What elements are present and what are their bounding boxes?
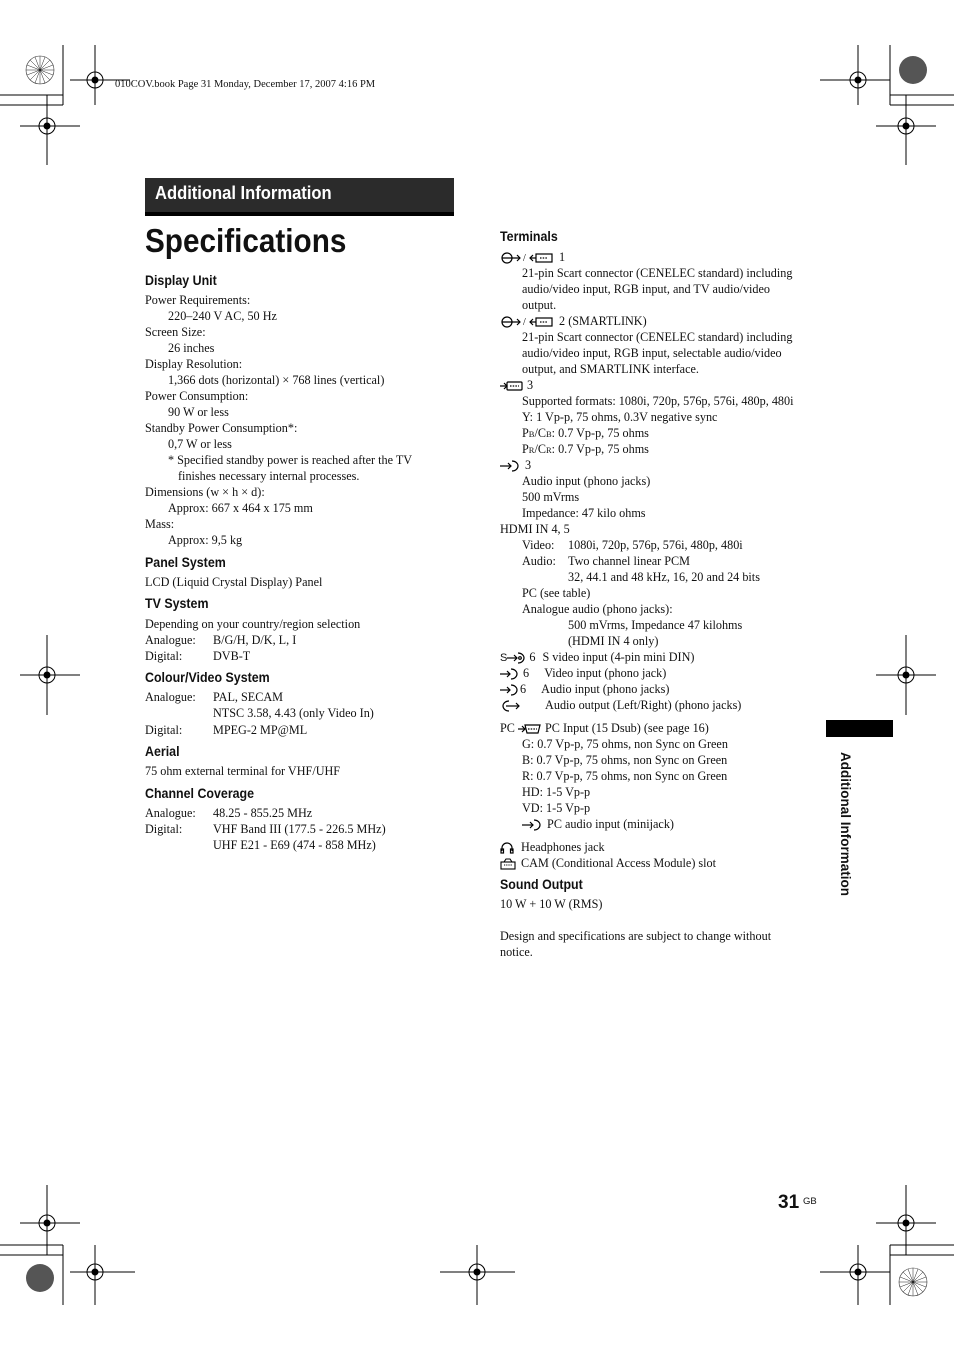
headphones-row (500, 839, 605, 855)
section-bar-label: Additional Information (155, 183, 332, 203)
tv-system-text: Depending on your country/region selection (145, 617, 361, 631)
audio-number: 6 (520, 682, 527, 696)
cam-text: CAM (Conditional Access Module) slot (521, 856, 717, 870)
display-unit-line: 90 W or less (168, 405, 229, 419)
hdmi-video-label: Video: (522, 538, 555, 552)
audio-output-icon (500, 700, 520, 712)
pc-spec: VD: 1-5 Vp-p (522, 801, 591, 815)
terminal-3-audio-desc: Audio input (phono jacks) (522, 474, 651, 488)
channel-coverage-heading: Channel Coverage (145, 786, 255, 801)
terminal-3-audio-desc: 500 mVrms (522, 490, 580, 504)
side-section-label: Additional Information (838, 752, 853, 896)
pb-prefix: P (522, 426, 529, 440)
pr-mid: /C (534, 442, 546, 456)
svg-text:/: / (523, 253, 526, 264)
terminal-2-number: 2 (SMARTLINK) (559, 314, 647, 328)
channel-coverage-label: Analogue: (145, 806, 196, 820)
terminal-1-number: 1 (559, 250, 566, 264)
display-unit-line: Dimensions (w × h × d): (145, 485, 265, 499)
display-unit-line: Approx: 9,5 kg (168, 533, 243, 547)
page-title: Specifications (145, 222, 347, 259)
pc-audio-text: PC audio input (minijack) (547, 817, 674, 831)
terminal-3-audio-row (500, 457, 531, 473)
hdmi-audio-value: 32, 44.1 and 48 kHz, 16, 20 and 24 bits (568, 570, 760, 584)
terminal-2-desc: audio/video input, RGB input, selectable audio/video (522, 346, 782, 360)
colour-system-heading: Colour/Video System (145, 670, 270, 685)
pc-spec: HD: 1-5 Vp-p (522, 785, 591, 799)
terminals-heading: Terminals (500, 229, 558, 244)
audio-input-icon (500, 684, 520, 696)
front-svideo-row (500, 649, 694, 666)
hdmi-analogue: Analogue audio (phono jacks): (522, 602, 673, 616)
audio-out-text: Audio output (Left/Right) (phono jacks) (545, 698, 742, 712)
hdmi-video-value: 1080i, 720p, 576p, 576i, 480p, 480i (568, 538, 743, 552)
hdmi-audio-value: Two channel linear PCM (568, 554, 691, 568)
hdmi-audio-label: Audio: (522, 554, 556, 568)
section-bar (145, 178, 454, 212)
aerial-text: 75 ohm external terminal for VHF/UHF (145, 764, 341, 778)
video-input-icon (500, 668, 520, 680)
tv-system-heading: TV System (145, 596, 209, 611)
panel-system-heading: Panel System (145, 555, 226, 570)
page-language-code: GB (803, 1196, 817, 1207)
terminal-1-desc: output. (522, 298, 557, 312)
svideo-number: 6 (529, 650, 536, 664)
headphones-text: Headphones jack (521, 840, 605, 854)
colour-system-value: NTSC 3.58, 4.43 (only Video In) (213, 706, 374, 720)
terminal-3-row (500, 377, 533, 393)
side-tab-marker (826, 720, 893, 737)
audio-text: Audio input (phono jacks) (541, 682, 670, 696)
hdmi-pc: PC (see table) (522, 586, 591, 600)
colour-system-value: MPEG-2 MP@ML (213, 723, 308, 737)
terminal-3-audio-desc: Impedance: 47 kilo ohms (522, 506, 646, 520)
hdmi-analogue-value: (HDMI IN 4 only) (568, 634, 659, 648)
channel-coverage-value: UHF E21 - E69 (474 - 858 MHz) (213, 838, 376, 852)
pb-sub: B (528, 429, 535, 439)
scart-in-out-icon (500, 252, 556, 264)
print-header-note: 010COV.book Page 31 Monday, December 17, 2007 4:16 PM (115, 79, 376, 90)
pc-label: PC (500, 721, 515, 735)
left-column (145, 272, 465, 872)
pc-audio-row (522, 816, 674, 832)
svideo-text: S video input (4-pin mini DIN) (542, 650, 695, 664)
terminal-1-desc: audio/video input, RGB input, and TV audio/video (522, 282, 771, 296)
pr-rest: : 0.7 Vp-p, 75 ohms (551, 442, 649, 456)
video-number: 6 (523, 666, 530, 680)
video-text: Video input (phono jack) (544, 666, 667, 680)
front-audio-out-row (500, 697, 741, 713)
notice-text: notice. (500, 945, 533, 959)
svideo-input-icon (507, 652, 529, 664)
cam-slot-icon (500, 858, 516, 870)
colour-system-label: Analogue: (145, 690, 196, 704)
pc-spec: G: 0.7 Vp-p, 75 ohms, non Sync on Green (522, 737, 728, 751)
pc-spec: B: 0.7 Vp-p, 75 ohms, non Sync on Green (522, 753, 728, 767)
terminal-3-pr (522, 441, 649, 458)
svideo-prefix: S (500, 652, 508, 664)
terminal-3-pb (522, 425, 649, 442)
sound-output-heading: Sound Output (500, 877, 583, 892)
scart-in-out-icon (500, 316, 556, 328)
pc-input-icon (518, 723, 542, 735)
tv-system-value: B/G/H, D/K, L, I (213, 633, 297, 647)
hdmi-analogue-value: 500 mVrms, Impedance 47 kilohms (568, 618, 743, 632)
display-unit-line: Power Consumption: (145, 389, 249, 403)
pc-spec: R: 0.7 Vp-p, 75 ohms, non Sync on Green (522, 769, 728, 783)
pc-row (500, 720, 709, 736)
panel-system-text: LCD (Liquid Crystal Display) Panel (145, 575, 323, 589)
hdmi-title: HDMI IN 4, 5 (500, 522, 570, 536)
display-unit-line: Standby Power Consumption*: (145, 421, 298, 435)
pr-prefix: P (522, 442, 529, 456)
page-number: 31 (778, 1192, 800, 1213)
pr-sub2: R (545, 445, 552, 455)
display-unit-line: 220–240 V AC, 50 Hz (168, 309, 277, 323)
tv-system-label: Digital: (145, 649, 183, 663)
component-video-icon (500, 380, 524, 392)
terminal-1-row (500, 249, 565, 265)
tv-system-value: DVB-T (213, 649, 251, 663)
display-unit-line: 0,7 W or less (168, 437, 232, 451)
colour-system-label: Digital: (145, 723, 183, 737)
channel-coverage-value: 48.25 - 855.25 MHz (213, 806, 313, 820)
channel-coverage-label: Digital: (145, 822, 183, 836)
front-audio-row (500, 681, 669, 697)
terminal-3-audio-number: 3 (525, 458, 532, 472)
display-unit-line: Power Requirements: (145, 293, 251, 307)
tv-system-label: Analogue: (145, 633, 196, 647)
pc-desc: PC Input (15 Dsub) (see page 16) (545, 721, 709, 735)
terminal-3-desc: Supported formats: 1080i, 720p, 576p, 576i, 480p, 480i (522, 394, 794, 408)
audio-input-icon (500, 460, 522, 472)
pb-sub2: B (545, 429, 552, 439)
display-unit-line: finishes necessary internal processes. (178, 469, 360, 483)
display-unit-line: Screen Size: (145, 325, 206, 339)
headphones-icon (500, 842, 514, 854)
terminal-2-desc: output, and SMARTLINK interface. (522, 362, 699, 376)
pb-rest: : 0.7 Vp-p, 75 ohms (551, 426, 649, 440)
display-unit-heading: Display Unit (145, 273, 217, 288)
front-video-row (500, 665, 666, 681)
terminal-2-desc: 21-pin Scart connector (CENELEC standard) including (522, 330, 793, 344)
aerial-heading: Aerial (145, 744, 180, 759)
channel-coverage-value: VHF Band III (177.5 - 226.5 MHz) (213, 822, 386, 836)
svg-text:/: / (523, 317, 526, 328)
pc-audio-icon (522, 819, 544, 831)
notice-text: Design and specifications are subject to change without (500, 929, 772, 943)
colour-system-value: PAL, SECAM (213, 690, 283, 704)
display-unit-line: 1,366 dots (horizontal) × 768 lines (vertical) (168, 373, 385, 387)
cam-row (500, 855, 716, 871)
pr-sub: R (528, 445, 535, 455)
terminal-1-desc: 21-pin Scart connector (CENELEC standard) including (522, 266, 793, 280)
terminal-3-number: 3 (527, 378, 534, 392)
display-unit-line: Mass: (145, 517, 175, 531)
right-column (500, 228, 820, 968)
terminal-3-desc: Y: 1 Vp-p, 75 ohms, 0.3V negative sync (522, 410, 718, 424)
display-unit-line: Approx: 667 x 464 x 175 mm (168, 501, 313, 515)
sound-output-value: 10 W + 10 W (RMS) (500, 897, 603, 911)
pb-mid: /C (534, 426, 546, 440)
terminal-2-row (500, 313, 647, 329)
display-unit-line: 26 inches (168, 341, 215, 355)
display-unit-line: Display Resolution: (145, 357, 243, 371)
display-unit-line: * Specified standby power is reached after the TV (168, 453, 413, 467)
section-bar-rule (145, 212, 454, 216)
